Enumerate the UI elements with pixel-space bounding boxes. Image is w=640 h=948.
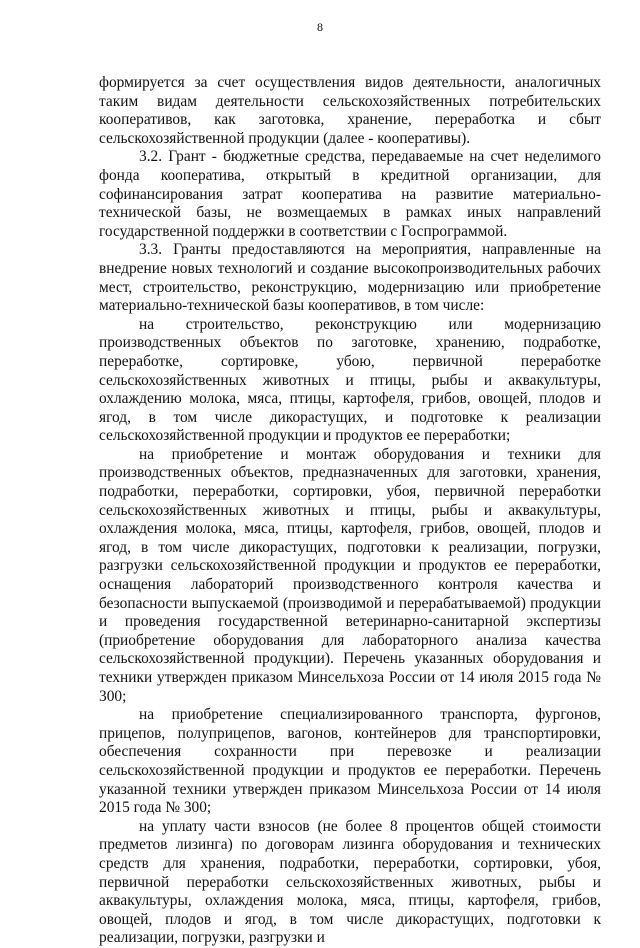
- page-number: 8: [317, 20, 323, 34]
- list-item-construction: на строительство, реконструкцию или модернизацию производственных объектов по заготовке, хранению, подработке, переработке, сортировке, убою, первичной переработке сельскохозяйственных животных и птицы, рыбы и аквакультуры, охлаждению молока, мяса, птицы, картофеля, грибов, овощей, плодов и ягод, в том числе дикорастущих, и подготовке к реализации сельскохозяйственной продукции и продуктов ее переработки;: [99, 315, 601, 445]
- paragraph-continuation: формируется за счет осуществления видов деятельности, аналогичных таким видам деятельности сельскохозяйственных потребительских кооперативов, как заготовка, хранение, переработка и сбыт сельскохозяйственной продукции (далее - кооперативы).: [99, 74, 601, 147]
- list-item-equipment: на приобретение и монтаж оборудования и техники для производственных объектов, предназначенных для заготовки, хранения, подработки, переработки, сортировки, убоя, первичной переработки сельскохозяйственных животных и птицы, рыбы и аквакультуры, охлаждения молока, мяса, птицы, картофеля, грибов, овощей, плодов и ягод, в том числе дикорастущих, подготовки к реализации, погрузки, разгрузки сельскохозяйственной продукции и продуктов ее переработки, оснащения лабораторий производственного контроля качества и безопасности выпускаемой (производимой и перерабатываемой) продукции и проведения государственной ветеринарно-санитарной экспертизы (приобретение оборудования для лабораторного анализа качества сельскохозяйственной продукции). Перечень указанных оборудования и техники утвержден приказом Минсельхоза России от 14 июля 2015 года № 300;: [99, 445, 601, 705]
- paragraph-3-2: 3.2. Грант - бюджетные средства, передаваемые на счет неделимого фонда кооператива, открытый в кредитной организации, для софинансирования затрат кооператива на развитие материально-технической базы, не возмещаемых в рамках иных направлений государственной поддержки в соответствии с Госпрограммой.: [99, 148, 601, 240]
- list-item-transport: на приобретение специализированного транспорта, фургонов, прицепов, полуприцепов, вагонов, контейнеров для транспортировки, обеспечения сохранности при перевозке и реализации сельскохозяйственной продукции и продуктов ее переработки. Перечень указанной техники утвержден приказом Минсельхоза России от 14 июля 2015 года № 300;: [99, 706, 601, 817]
- document-body: [99, 74, 601, 948]
- list-item-leasing: на уплату части взносов (не более 8 процентов общей стоимости предметов лизинга) по договорам лизинга оборудования и технических средств для хранения, подработки, переработки, сортировки, убоя, первичной переработки сельскохозяйственных животных, рыбы и аквакультуры, охлаждения молока, мяса, птицы, картофеля, грибов, овощей, плодов и ягод, в том числе дикорастущих, подготовки к реализации, погрузки, разгрузки и: [99, 817, 601, 947]
- paragraph-3-3: 3.3. Гранты предоставляются на мероприятия, направленные на внедрение новых технологий и создание высокопроизводительных рабочих мест, строительство, реконструкцию, модернизацию или приобретение материально-технической базы кооперативов, в том числе:: [99, 241, 601, 315]
